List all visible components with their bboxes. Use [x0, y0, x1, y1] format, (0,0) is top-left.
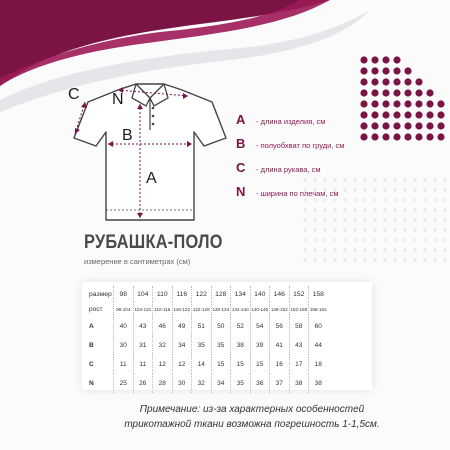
legend-key: C	[236, 160, 246, 175]
table-cell: 134	[231, 286, 251, 302]
measurement-legend	[236, 112, 436, 208]
table-cell: 30	[114, 336, 134, 355]
table-cell: 40	[114, 317, 134, 336]
size-table	[88, 286, 328, 393]
table-cell: 17	[289, 355, 309, 374]
legend-text: - полуобхват по груди, см	[256, 141, 345, 150]
diagram-letter-b: B	[122, 127, 133, 144]
table-cell: 15	[211, 355, 231, 374]
diagram-letter-c: C	[68, 86, 80, 103]
table-row-heights	[88, 302, 328, 317]
table-cell: 11	[114, 355, 134, 374]
table-cell: 158	[312, 290, 324, 298]
table-cell: 152	[289, 286, 309, 302]
table-cell: 35	[231, 374, 251, 393]
table-cell: 35	[211, 336, 231, 355]
table-header-height: рост	[88, 302, 114, 317]
page-title: РУБАШКА-ПОЛО	[84, 232, 223, 253]
diagram-letter-a: A	[146, 170, 157, 187]
table-cell: 12	[153, 355, 173, 374]
table-cell: 44	[314, 342, 322, 349]
table-cell: 54	[250, 317, 270, 336]
table-cell: 43	[133, 317, 153, 336]
table-cell: 36	[250, 374, 270, 393]
table-row-c	[88, 355, 328, 374]
table-cell: 39	[250, 336, 270, 355]
table-cell: 56	[270, 317, 290, 336]
table-cell: 28	[153, 374, 173, 393]
table-row-key: C	[88, 355, 114, 374]
table-cell: 18	[314, 361, 322, 368]
legend-row-c	[236, 160, 436, 178]
table-cell: 16	[270, 355, 290, 374]
table-row-key: N	[88, 374, 114, 393]
table-cell: 38	[314, 380, 322, 387]
table-cell: 116-122	[172, 302, 192, 317]
table-cell: 41	[270, 336, 290, 355]
table-cell: 110	[153, 286, 173, 302]
table-cell: 152-158	[289, 302, 309, 317]
legend-text: - ширина по плечам, см	[256, 189, 339, 198]
table-cell: 26	[133, 374, 153, 393]
table-cell: 15	[231, 355, 251, 374]
legend-key: N	[236, 184, 246, 199]
legend-row-n	[236, 184, 436, 202]
table-cell: 15	[250, 355, 270, 374]
table-cell: 51	[192, 317, 212, 336]
table-cell: 122	[192, 286, 212, 302]
table-cell: 32	[192, 374, 212, 393]
table-cell: 49	[172, 317, 192, 336]
table-cell: 128	[211, 286, 231, 302]
table-cell: 34	[172, 336, 192, 355]
table-row-n	[88, 374, 328, 393]
table-cell: 104	[133, 286, 153, 302]
table-cell: 52	[231, 317, 251, 336]
table-cell: 116	[172, 286, 192, 302]
table-cell: 146-152	[270, 302, 290, 317]
table-row-key: A	[88, 317, 114, 336]
table-cell: 158-164	[309, 307, 327, 312]
size-table-card	[82, 282, 372, 390]
table-cell: 128-134	[211, 302, 231, 317]
polo-shirt-icon	[60, 72, 240, 232]
table-cell: 25	[114, 374, 134, 393]
diagram-letter-n: N	[112, 91, 124, 108]
table-cell: 60	[314, 323, 322, 330]
legend-row-b	[236, 136, 436, 154]
note-line-1: Примечание: из-за характерных особенностей	[139, 404, 365, 415]
legend-key: B	[236, 136, 246, 151]
page-subtitle: измерение в сантиметрах (см)	[84, 257, 191, 266]
table-cell: 110-116	[153, 302, 173, 317]
table-cell: 146	[270, 286, 290, 302]
legend-row-a	[236, 112, 436, 130]
table-cell: 37	[270, 374, 290, 393]
table-cell: 104-110	[133, 302, 153, 317]
table-cell: 58	[289, 317, 309, 336]
table-cell: 35	[192, 336, 212, 355]
table-cell: 122-128	[192, 302, 212, 317]
note-line-2: трикотажной ткани возможна погрешность 1-1,5см.	[124, 419, 380, 430]
legend-text: - длина рукава, см	[256, 165, 321, 174]
table-cell: 31	[133, 336, 153, 355]
table-cell: 140-146	[250, 302, 270, 317]
table-header-size: размер	[88, 286, 114, 302]
table-cell: 12	[172, 355, 192, 374]
table-cell: 14	[192, 355, 212, 374]
legend-text: - длина изделия, см	[256, 117, 326, 126]
table-row-a	[88, 317, 328, 336]
table-cell: 98	[114, 286, 134, 302]
table-cell: 38	[231, 336, 251, 355]
table-row-b	[88, 336, 328, 355]
table-cell: 50	[211, 317, 231, 336]
table-cell: 134-140	[231, 302, 251, 317]
legend-key: A	[236, 112, 246, 127]
table-cell: 30	[172, 374, 192, 393]
table-cell: 32	[153, 336, 173, 355]
polo-shirt-diagram	[60, 72, 240, 232]
table-cell: 43	[289, 336, 309, 355]
table-cell: 140	[250, 286, 270, 302]
table-row-key: B	[88, 336, 114, 355]
table-cell: 34	[211, 374, 231, 393]
table-cell: 98-104	[114, 302, 134, 317]
table-cell: 38	[289, 374, 309, 393]
note-text	[102, 402, 402, 432]
table-cell: 46	[153, 317, 173, 336]
table-row-sizes	[88, 286, 328, 302]
table-cell: 11	[133, 355, 153, 374]
